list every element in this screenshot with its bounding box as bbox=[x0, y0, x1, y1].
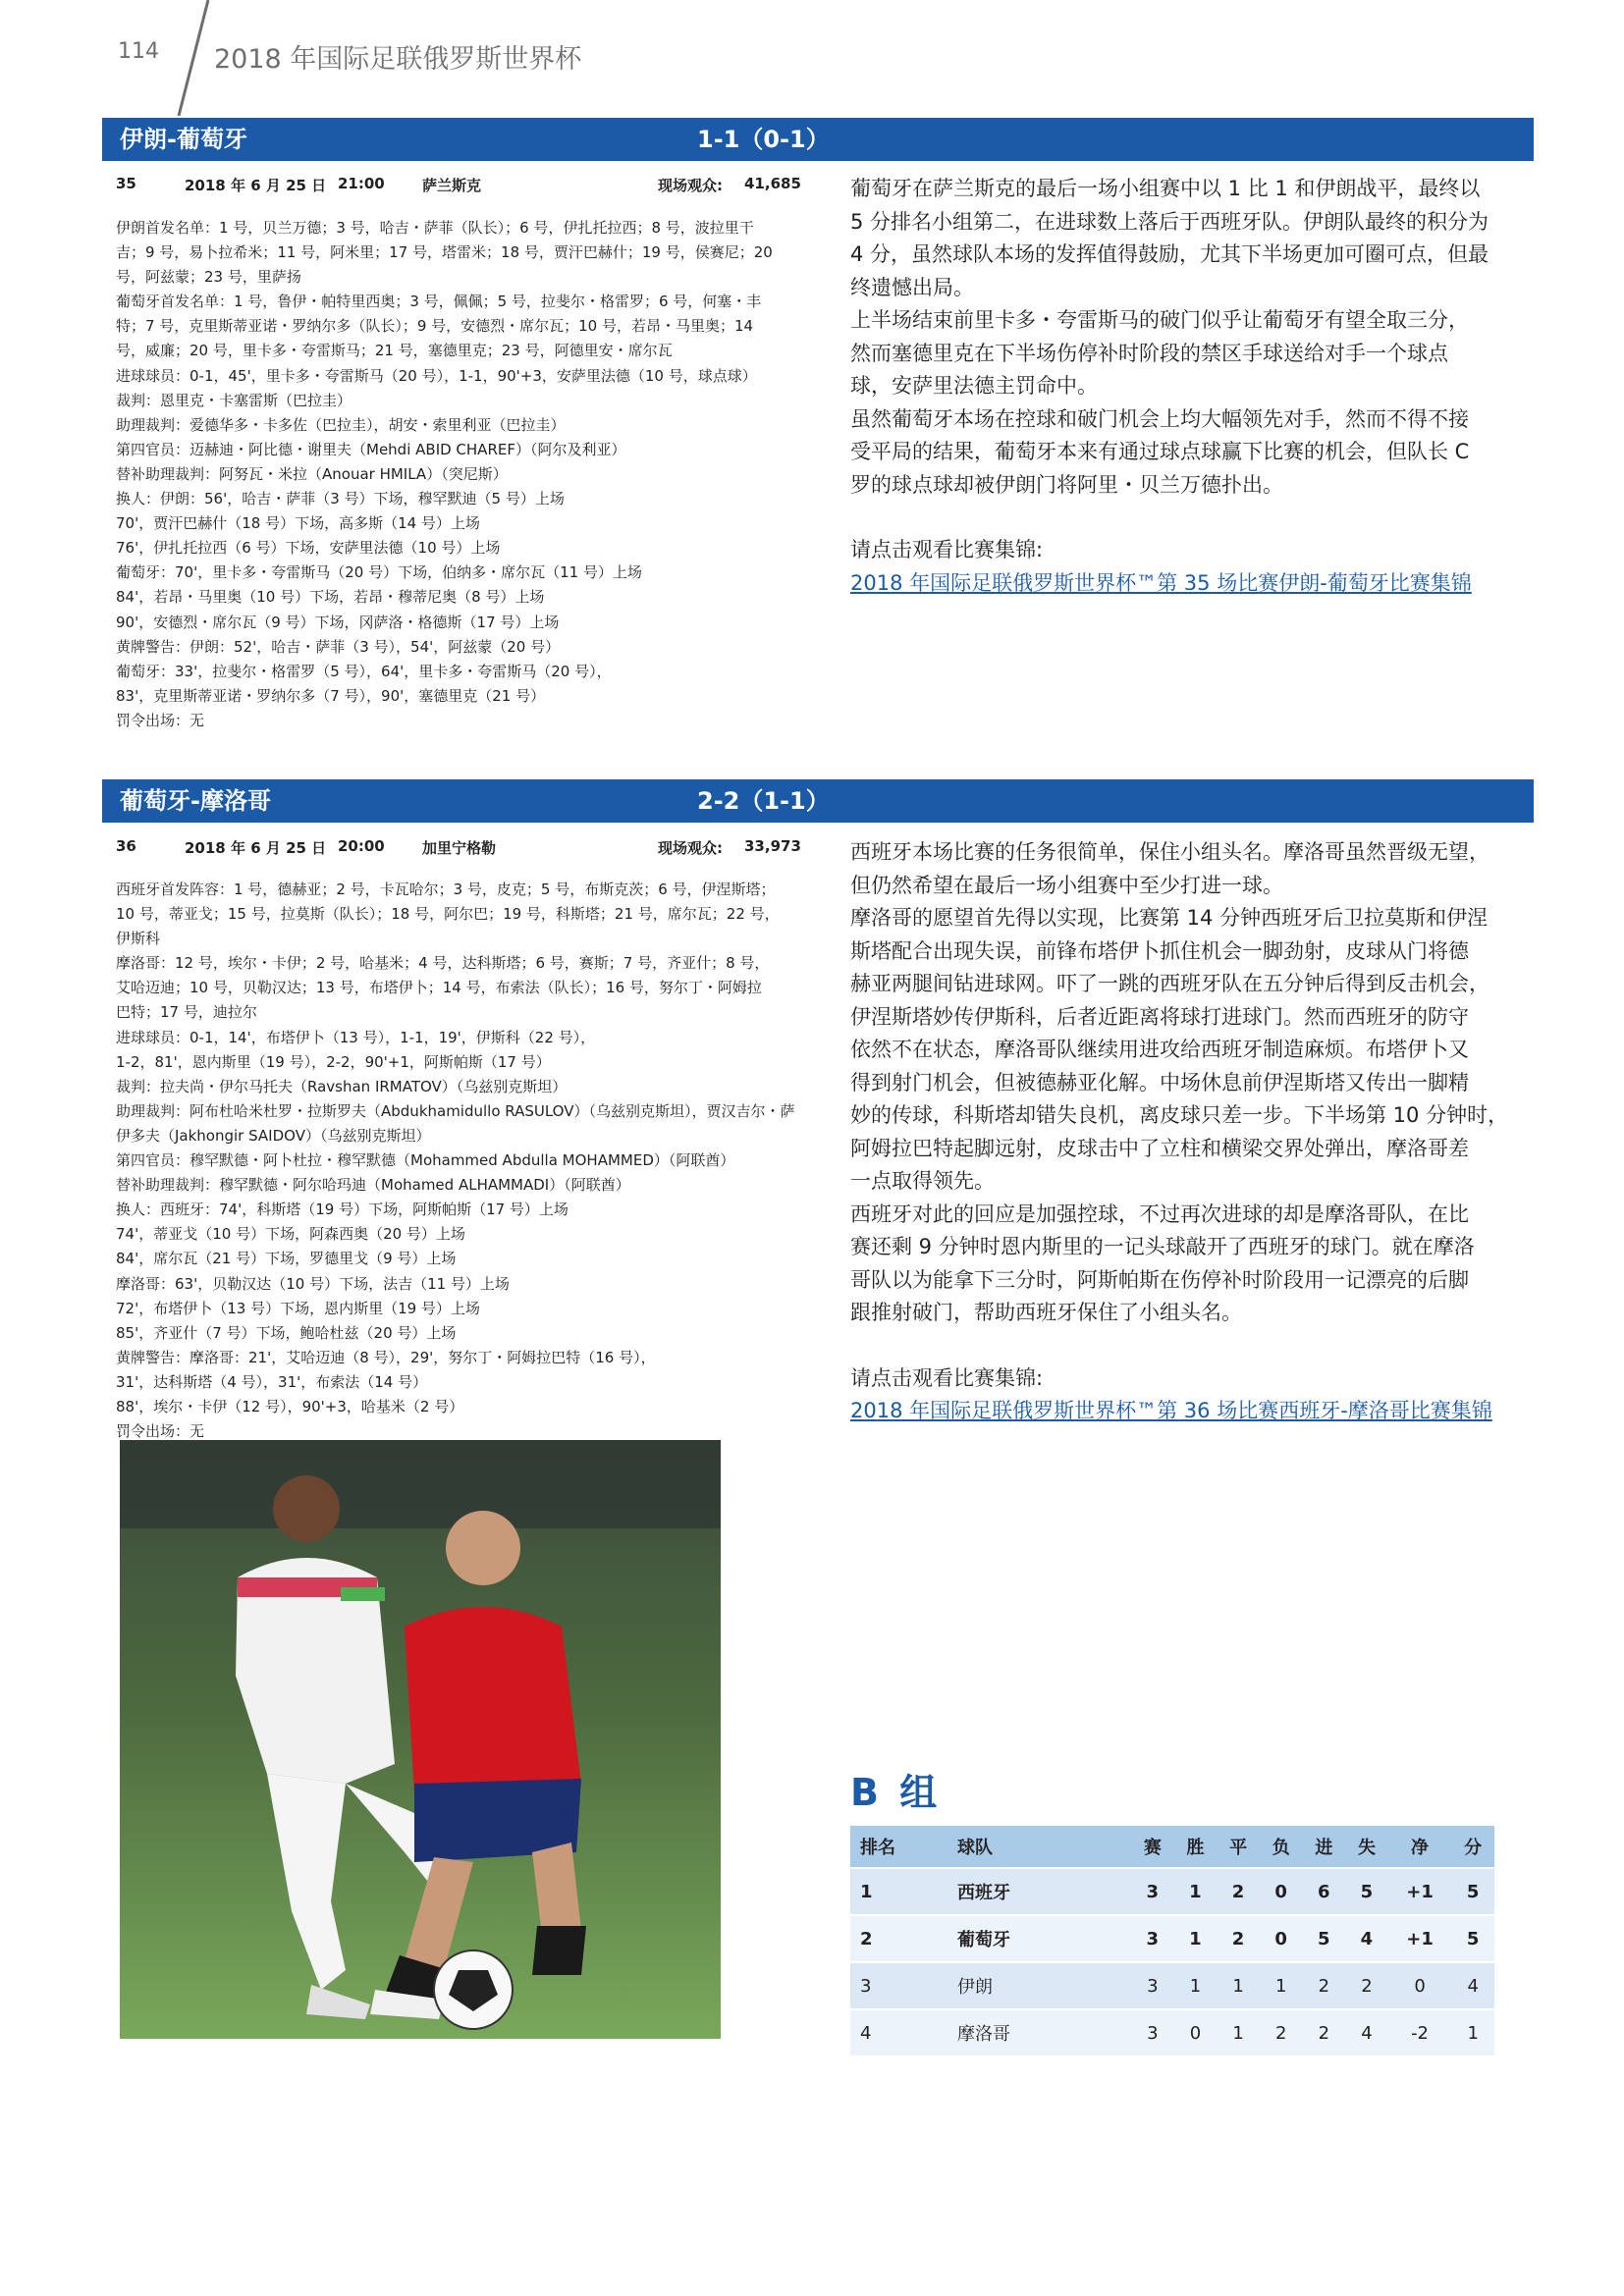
story-line: 虽然葡萄牙本场在控球和破门机会上均大幅领先对手，然而不得不接 bbox=[850, 406, 1469, 431]
story-line: 受平局的结果，葡萄牙本来有通过球点球赢下比赛的机会，但队长 C bbox=[850, 440, 1470, 463]
detail-line: 70'，贾汗巴赫什（18 号）下场，高多斯（14 号）上场 bbox=[116, 514, 480, 533]
match-venue: 萨兰斯克 bbox=[422, 177, 482, 194]
match-details-36 bbox=[116, 878, 829, 1444]
group-standings-table bbox=[850, 1826, 1494, 2056]
match-number: 36 bbox=[116, 837, 136, 855]
cell-rank: 3 bbox=[850, 1962, 951, 2009]
cell-points: 1 bbox=[1451, 2009, 1494, 2056]
highlight-prompt: 请点击观看比赛集锦: bbox=[850, 538, 1044, 561]
story-line: 依然不在状态，摩洛哥队继续用进攻给西班牙制造麻烦。布塔伊卜又 bbox=[850, 1038, 1469, 1061]
detail-line: 替补助理裁判：阿努瓦・米拉（Anouar HMILA）（突尼斯） bbox=[116, 464, 508, 483]
detail-line: 号，威廉；20 号，里卡多・夸雷斯马；21 号，塞德里克；23 号，阿德里安・席尔瓦 bbox=[116, 342, 673, 360]
detail-line: 号，阿兹蒙；23 号，里萨扬 bbox=[116, 268, 301, 287]
cell-played: 3 bbox=[1131, 1962, 1174, 2009]
cell-lost: 2 bbox=[1260, 2009, 1303, 2056]
detail-line: 葡萄牙：33'，拉斐尔・格雷罗（5 号），64'，里卡多・夸雷斯马（20 号）， bbox=[116, 662, 612, 680]
col-goal-diff: 净 bbox=[1388, 1826, 1452, 1868]
detail-line: 葡萄牙首发名单：1 号，鲁伊・帕特里西奥；3 号，佩佩；5 号，拉斐尔・格雷罗；6 号，何塞・丰 bbox=[116, 293, 762, 311]
cell-played: 3 bbox=[1131, 2009, 1174, 2056]
story-line: 球，安萨里法德主罚命中。 bbox=[850, 374, 1098, 398]
table-row bbox=[850, 1868, 1494, 1915]
detail-line: 第四官员：穆罕默德・阿卜杜拉・穆罕默德（Mohammed Abdulla MOHAMMED）（阿联酋） bbox=[116, 1151, 735, 1170]
col-drawn: 平 bbox=[1217, 1826, 1260, 1868]
detail-line: 10 号，蒂亚戈；15 号，拉莫斯（队长）；18 号，阿尔巴；19 号，科斯塔；21 号，席尔瓦；22 号， bbox=[116, 905, 780, 924]
cell-team: 摩洛哥 bbox=[951, 2009, 1131, 2056]
cell-lost: 1 bbox=[1260, 1962, 1303, 2009]
story-line: 一点取得领先。 bbox=[850, 1169, 995, 1193]
match-photo-illustration bbox=[120, 1440, 721, 2039]
story-line: 斯塔配合出现失误，前锋布塔伊卜抓住机会一脚劲射，皮球从门将德 bbox=[850, 938, 1469, 963]
detail-line: 换人：伊朗：56'，哈吉・萨菲（3 号）下场，穆罕默迪（5 号）上场 bbox=[116, 490, 565, 508]
running-title: 2018 年国际足联俄罗斯世界杯 bbox=[214, 44, 582, 75]
cell-team: 葡萄牙 bbox=[951, 1915, 1131, 1962]
detail-line: 西班牙首发阵容：1 号，德赫亚；2 号，卡瓦哈尔；3 号，皮克；5 号，布斯克茨；6 号，伊涅斯塔； bbox=[116, 881, 776, 898]
detail-line: 巴特；17 号，迪拉尔 bbox=[116, 1003, 257, 1022]
story-line: 葡萄牙在萨兰斯克的最后一场小组赛中以 1 比 1 和伊朗战平，最终以 bbox=[850, 177, 1481, 200]
col-rank: 排名 bbox=[850, 1826, 951, 1868]
cell-goals-for: 2 bbox=[1303, 1962, 1346, 2009]
cell-goals-against: 2 bbox=[1345, 1962, 1388, 2009]
cell-goals-for: 2 bbox=[1303, 2009, 1346, 2056]
cell-played: 3 bbox=[1131, 1868, 1174, 1915]
detail-line: 88'，埃尔・卡伊（12 号），90'+3，哈基米（2 号） bbox=[116, 1397, 464, 1415]
story-line: 西班牙对此的回应是加强控球，不过再次进球的却是摩洛哥队，在比 bbox=[850, 1201, 1469, 1226]
story-line: 然而塞德里克在下半场伤停补时阶段的禁区手球送给对手一个球点 bbox=[850, 341, 1448, 365]
header-slash-decoration bbox=[175, 0, 210, 116]
cell-drawn: 1 bbox=[1217, 2009, 1260, 2056]
col-won: 胜 bbox=[1174, 1826, 1218, 1868]
detail-line: 黄牌警告：伊朗：52'，哈吉・萨菲（3 号），54'，阿兹蒙（20 号） bbox=[116, 637, 561, 656]
story-line: 摩洛哥的愿望首先得以实现，比赛第 14 分钟西班牙后卫拉莫斯和伊涅 bbox=[850, 906, 1489, 930]
cell-goal-diff: 0 bbox=[1388, 1962, 1452, 2009]
cell-drawn: 2 bbox=[1217, 1915, 1260, 1962]
detail-line: 1-2，81'，恩内斯里（19 号），2-2，90'+1，阿斯帕斯（17 号） bbox=[116, 1052, 551, 1071]
match-teams: 葡萄牙-摩洛哥 bbox=[120, 787, 271, 815]
attendance-value: 41,685 bbox=[744, 175, 801, 192]
detail-line: 黄牌警告：摩洛哥：21'，艾哈迈迪（8 号），29'，努尔丁・阿姆拉巴特（16 号）， bbox=[116, 1348, 656, 1366]
story-line: 终遗憾出局。 bbox=[850, 275, 974, 299]
detail-line: 74'，蒂亚戈（10 号）下场，阿森西奥（20 号）上场 bbox=[116, 1225, 465, 1244]
story-line: 4 分，虽然球队本场的发挥值得鼓励，尤其下半场更加可圈可点，但最 bbox=[850, 242, 1489, 266]
detail-line: 伊斯科 bbox=[116, 930, 161, 948]
story-line: 但仍然希望在最后一场小组赛中至少打进一球。 bbox=[850, 873, 1283, 897]
detail-line: 特；7 号，克里斯蒂亚诺・罗纳尔多（队长）；9 号，安德烈・席尔瓦；10 号，若昂・马里奥；14 bbox=[116, 317, 754, 336]
detail-line: 84'，席尔瓦（21 号）下场，罗德里戈（9 号）上场 bbox=[116, 1250, 457, 1268]
detail-line: 助理裁判：爱德华多・卡多佐（巴拉圭），胡安・索里利亚（巴拉圭） bbox=[116, 415, 566, 434]
detail-line: 进球球员：0-1，45'，里卡多・夸雷斯马（20 号），1-1，90'+3，安萨里法德（10 号，球点球） bbox=[116, 366, 757, 385]
table-row bbox=[850, 1962, 1494, 2009]
cell-won: 0 bbox=[1174, 2009, 1218, 2056]
cell-points: 4 bbox=[1451, 1962, 1494, 2009]
match-score: 1-1（0-1） bbox=[697, 126, 830, 153]
story-line: 赛还剩 9 分钟时恩内斯里的一记头球敲开了西班牙的球门。就在摩洛 bbox=[850, 1235, 1475, 1258]
cell-played: 3 bbox=[1131, 1915, 1174, 1962]
detail-line: 裁判：恩里克・卡塞雷斯（巴拉圭） bbox=[116, 391, 352, 409]
detail-line: 90'，安德烈・席尔瓦（9 号）下场，冈萨洛・格德斯（17 号）上场 bbox=[116, 613, 560, 631]
detail-line: 摩洛哥：12 号，埃尔・卡伊；2 号，哈基米；4 号，达科斯塔；6 号，赛斯；7 号，齐亚什；8 号， bbox=[116, 954, 770, 973]
match-story-35 bbox=[850, 173, 1522, 600]
col-goals-for: 进 bbox=[1303, 1826, 1346, 1868]
detail-line: 吉；9 号，易卜拉希米；11 号，阿米里；17 号，塔雷米；18 号，贾汗巴赫什；19 号，侯赛尼；20 bbox=[116, 243, 773, 262]
highlight-prompt: 请点击观看比赛集锦: bbox=[850, 1365, 1044, 1390]
detail-line: 72'，布塔伊卜（13 号）下场，恩内斯里（19 号）上场 bbox=[116, 1299, 480, 1317]
detail-line: 摩洛哥：63'，贝勒汉达（10 号）下场，法吉（11 号）上场 bbox=[116, 1274, 510, 1293]
cell-rank: 2 bbox=[850, 1915, 951, 1962]
match-teams: 伊朗-葡萄牙 bbox=[120, 126, 247, 153]
story-line: 5 分排名小组第二，在进球数上落后于西班牙队。伊朗队最终的积分为 bbox=[850, 209, 1489, 234]
match-photo bbox=[120, 1440, 721, 2039]
cell-goals-against: 4 bbox=[1345, 2009, 1388, 2056]
detail-line: 罚令出场：无 bbox=[116, 711, 205, 729]
match-bar-35 bbox=[102, 118, 1534, 161]
cell-lost: 0 bbox=[1260, 1868, 1303, 1915]
story-line: 上半场结束前里卡多・夸雷斯马的破门似乎让葡萄牙有望全取三分， bbox=[850, 308, 1469, 332]
cell-goal-diff: -2 bbox=[1388, 2009, 1452, 2056]
page-number: 114 bbox=[118, 39, 159, 64]
cell-won: 1 bbox=[1174, 1868, 1218, 1915]
cell-drawn: 2 bbox=[1217, 1868, 1260, 1915]
detail-line: 裁判：拉夫尚・伊尔马托夫（Ravshan IRMATOV）（乌兹别克斯坦） bbox=[116, 1077, 568, 1095]
match-time: 20:00 bbox=[338, 837, 385, 855]
detail-line: 艾哈迈迪；10 号，贝勒汉达；13 号，布塔伊卜；14 号，布索法（队长）；16 号，努尔丁・阿姆拉 bbox=[116, 979, 762, 997]
highlight-link-36[interactable]: 2018 年国际足联俄罗斯世界杯™第 36 场比赛西班牙-摩洛哥比赛集锦 bbox=[850, 1399, 1492, 1422]
cell-team: 伊朗 bbox=[951, 1962, 1131, 2009]
match-number: 35 bbox=[116, 175, 136, 192]
col-goals-against: 失 bbox=[1345, 1826, 1388, 1868]
detail-line: 替补助理裁判：穆罕默德・阿尔哈玛迪（Mohamed ALHAMMADI）（阿联酋） bbox=[116, 1176, 630, 1195]
match-date: 2018 年 6 月 25 日 bbox=[185, 177, 327, 194]
cell-rank: 4 bbox=[850, 2009, 951, 2056]
attendance-label: 现场观众: bbox=[658, 839, 723, 857]
story-line: 得到射门机会，但被德赫亚化解。中场休息前伊涅斯塔又传出一脚精 bbox=[850, 1070, 1469, 1095]
cell-goal-diff: +1 bbox=[1388, 1868, 1452, 1915]
detail-line: 伊朗首发名单：1 号，贝兰万德；3 号，哈吉・萨菲（队长）；6 号，伊扎托拉西；8 号，波拉里干 bbox=[116, 219, 754, 237]
detail-line: 85'，齐亚什（7 号）下场，鲍哈杜兹（20 号）上场 bbox=[116, 1323, 457, 1342]
story-line: 阿姆拉巴特起脚远射，皮球击中了立柱和横梁交界处弹出，摩洛哥差 bbox=[850, 1136, 1469, 1160]
detail-line: 助理裁判：阿布杜哈米杜罗・拉斯罗夫（Abdukhamidullo RASULOV）（乌兹别克斯坦），贾汉吉尔・萨 bbox=[116, 1101, 795, 1120]
story-line: 哥队以为能拿下三分时，阿斯帕斯在伤停补时阶段用一记漂亮的后脚 bbox=[850, 1267, 1469, 1292]
story-line: 西班牙本场比赛的任务很简单，保住小组头名。摩洛哥虽然晋级无望， bbox=[850, 840, 1489, 864]
match-date: 2018 年 6 月 25 日 bbox=[185, 839, 327, 857]
story-line: 跟推射破门，帮助西班牙保住了小组头名。 bbox=[850, 1301, 1242, 1324]
cell-won: 1 bbox=[1174, 1915, 1218, 1962]
cell-goals-for: 6 bbox=[1303, 1868, 1346, 1915]
match-venue: 加里宁格勒 bbox=[422, 839, 497, 857]
cell-team: 西班牙 bbox=[951, 1868, 1131, 1915]
cell-goal-diff: +1 bbox=[1388, 1915, 1452, 1962]
col-team: 球队 bbox=[951, 1826, 1131, 1868]
attendance-label: 现场观众: bbox=[658, 177, 723, 194]
table-header-row bbox=[850, 1826, 1494, 1868]
attendance-value: 33,973 bbox=[744, 837, 801, 855]
detail-line: 进球球员：0-1，14'，布塔伊卜（13 号），1-1，19'，伊斯科（22 号）， bbox=[116, 1028, 596, 1046]
cell-points: 5 bbox=[1451, 1868, 1494, 1915]
cell-lost: 0 bbox=[1260, 1915, 1303, 1962]
detail-line: 83'，克里斯蒂亚诺・罗纳尔多（7 号），90'，塞德里克（21 号） bbox=[116, 686, 546, 705]
detail-line: 换人：西班牙：74'，科斯塔（19 号）下场，阿斯帕斯（17 号）上场 bbox=[116, 1201, 568, 1219]
detail-line: 76'，伊扎托拉西（6 号）下场，安萨里法德（10 号）上场 bbox=[116, 539, 501, 558]
match-bar-36 bbox=[102, 779, 1534, 823]
group-title: B 组 bbox=[850, 1771, 942, 1814]
cell-goals-against: 4 bbox=[1345, 1915, 1388, 1962]
col-lost: 负 bbox=[1260, 1826, 1303, 1868]
detail-line: 葡萄牙：70'，里卡多・夸雷斯马（20 号）下场，伯纳多・席尔瓦（11 号）上场 bbox=[116, 563, 642, 582]
story-line: 伊涅斯塔妙传伊斯科，后者近距离将球打进球门。然而西班牙的防守 bbox=[850, 1004, 1469, 1029]
detail-line: 伊多夫（Jakhongir SAIDOV）（乌兹别克斯坦） bbox=[116, 1126, 431, 1145]
col-played: 赛 bbox=[1131, 1826, 1174, 1868]
cell-goals-for: 5 bbox=[1303, 1915, 1346, 1962]
cell-goals-against: 5 bbox=[1345, 1868, 1388, 1915]
match-story-36 bbox=[850, 836, 1522, 1428]
match-details-35 bbox=[116, 216, 829, 733]
detail-line: 第四官员：迈赫迪・阿比德・谢里夫（Mehdi ABID CHAREF）（阿尔及利亚） bbox=[116, 440, 626, 458]
detail-line: 84'，若昂・马里奥（10 号）下场，若昂・穆蒂尼奥（8 号）上场 bbox=[116, 588, 545, 607]
highlight-link-35[interactable]: 2018 年国际足联俄罗斯世界杯™第 35 场比赛伊朗-葡萄牙比赛集锦 bbox=[850, 570, 1472, 595]
detail-line: 31'，达科斯塔（4 号），31'，布索法（14 号） bbox=[116, 1372, 428, 1391]
story-line: 赫亚两腿间钻进球网。吓了一跳的西班牙队在五分钟后得到反击机会， bbox=[850, 972, 1489, 995]
cell-rank: 1 bbox=[850, 1868, 951, 1915]
cell-drawn: 1 bbox=[1217, 1962, 1260, 2009]
cell-won: 1 bbox=[1174, 1962, 1218, 2009]
match-score: 2-2（1-1） bbox=[697, 787, 830, 815]
cell-points: 5 bbox=[1451, 1915, 1494, 1962]
story-line: 罗的球点球却被伊朗门将阿里・贝兰万德扑出。 bbox=[850, 472, 1283, 497]
story-line: 妙的传球，科斯塔却错失良机，离皮球只差一步。下半场第 10 分钟时， bbox=[850, 1103, 1509, 1127]
detail-line: 罚令出场：无 bbox=[116, 1422, 205, 1441]
col-points: 分 bbox=[1451, 1826, 1494, 1868]
table-row bbox=[850, 1915, 1494, 1962]
table-row bbox=[850, 2009, 1494, 2056]
match-time: 21:00 bbox=[338, 175, 385, 192]
